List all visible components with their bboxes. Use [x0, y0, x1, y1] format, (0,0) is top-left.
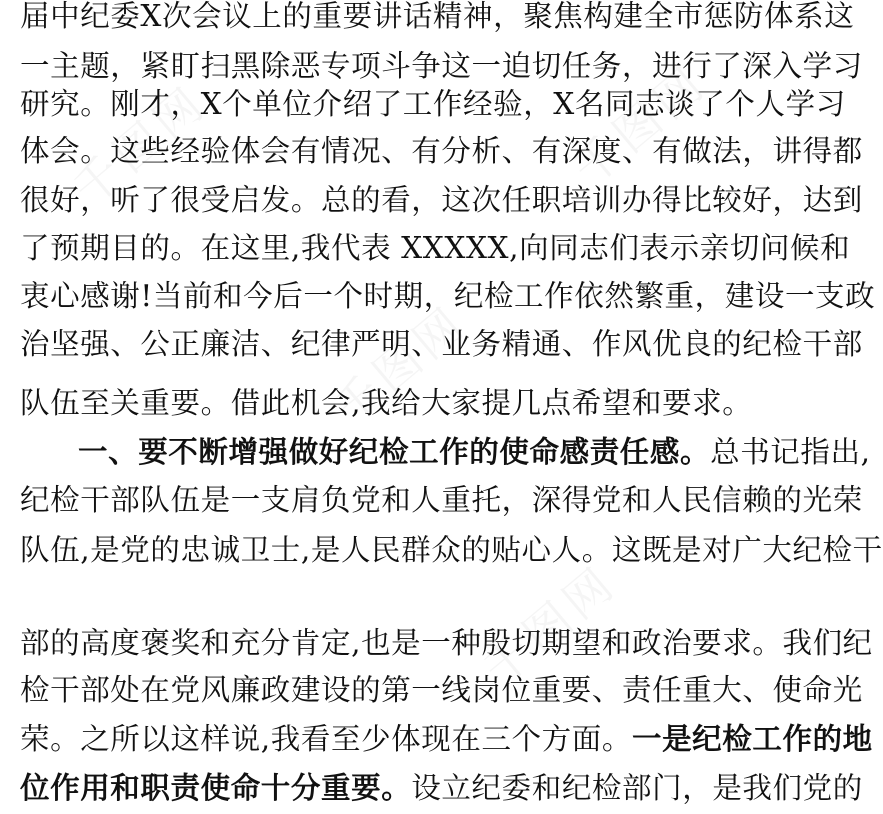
- watermark: 千图网: [472, 554, 628, 697]
- text-line: 检干部处在党风廉政建设的第一线岗位重要、责任重大、使命光: [20, 673, 863, 707]
- text-line: 纪检干部队伍是一支肩负党和人重托，深得党和人民信赖的光荣: [20, 483, 863, 517]
- text-line: 届中纪委X次会议上的重要讲话精神，聚焦构建全市惩防体系这: [20, 0, 855, 33]
- text-line: 了预期目的。在这里,我代表 XXXXX,向同志们表示亲切问候和: [20, 231, 851, 265]
- text-line: 队伍,是党的忠诚卫士,是人民群众的贴心人。这既是对广大纪检干: [20, 533, 883, 567]
- text-line: 治坚强、公正廉洁、纪律严明、业务精通、作风优良的纪检干部: [20, 327, 863, 361]
- heading-continuation: 总书记指出,: [710, 435, 871, 469]
- text-line: 队伍至关重要。借此机会,我给大家提几点希望和要求。: [20, 386, 753, 420]
- watermark: 千图网: [322, 294, 478, 437]
- text-line: 一主题，紧盯扫黑除恶专项斗争这一迫切任务，进行了深入学习: [20, 49, 863, 83]
- text-run: 荣。之所以这样说,我看至少体现在三个方面。: [20, 722, 632, 756]
- text-line: [20, 762, 863, 814]
- bold-point: 一是纪检工作的地: [631, 722, 873, 756]
- section-heading: 一、要不断增强做好纪检工作的使命感责任感。: [78, 435, 711, 469]
- text-line: 衷心感谢!当前和今后一个时期，纪检工作依然繁重，建设一支政: [20, 279, 876, 313]
- text-line: 研究。刚才，X个单位介绍了工作经验，X名同志谈了个人学习: [20, 87, 846, 121]
- text-line: 很好，听了很受启发。总的看，这次任职培训办得比较好，达到: [20, 183, 863, 217]
- bold-point: 位作用和职责使命十分重要。: [20, 771, 412, 805]
- watermark: 千图网: [562, 54, 718, 197]
- section-heading-line: [78, 426, 871, 478]
- text-run: 设立纪委和纪检部门，是我们党的: [411, 771, 863, 805]
- text-line: [20, 713, 873, 765]
- text-line: 体会。这些经验体会有情况、有分析、有深度、有做法，讲得都: [20, 134, 863, 168]
- text-line: 部的高度褒奖和充分肯定,也是一种殷切期望和政治要求。我们纪: [20, 626, 873, 660]
- watermark: 千图网: [62, 74, 218, 217]
